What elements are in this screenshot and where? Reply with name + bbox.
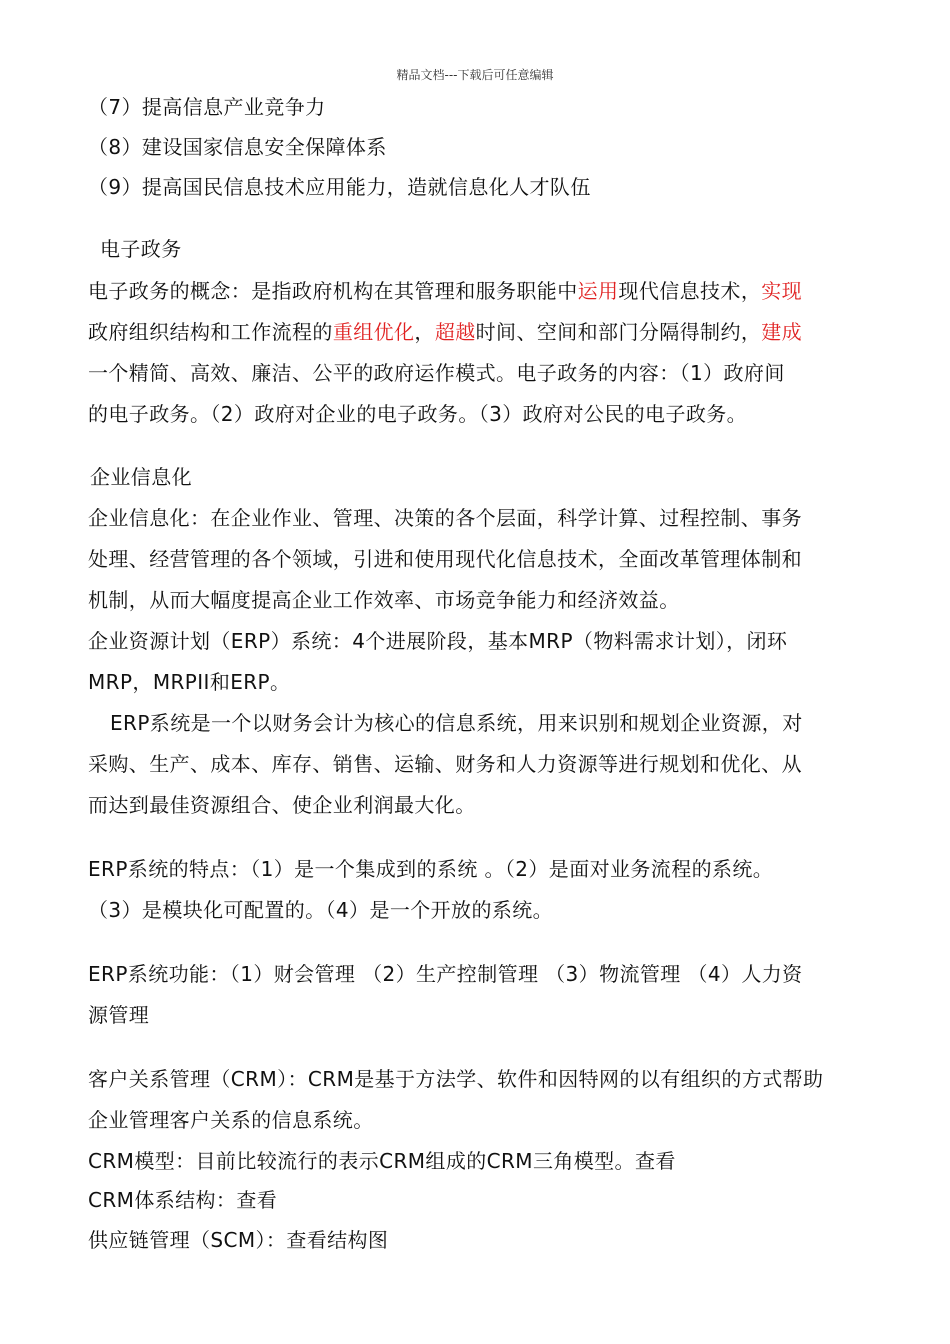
section-heading-enterprise: 企业信息化: [90, 465, 192, 489]
text-run: 电子政务的概念：是指政府机构在其管理和服务职能中: [88, 279, 578, 303]
erp-line-4: 采购、生产、成本、库存、销售、运输、财务和人力资源等进行规划和优化、从: [88, 752, 802, 776]
erp-line-5: 而达到最佳资源组合、使企业利润最大化。: [88, 793, 476, 817]
scm-line: 供应链管理（SCM）：查看结构图: [88, 1228, 389, 1252]
highlight-text: 运用: [577, 279, 619, 303]
erp-features-line-2: （3）是模块化可配置的。（4）是一个开放的系统。: [88, 898, 554, 922]
enterprise-line-2: 处理、经营管理的各个领域，引进和使用现代化信息技术，全面改革管理体制和: [88, 547, 802, 571]
highlight-text: 重组优化: [332, 320, 415, 344]
erp-line-1: 企业资源计划（ERP）系统：4个进展阶段，基本MRP（物料需求计划），闭环: [88, 629, 788, 653]
text-run: 时间、空间和部门分隔得制约，: [475, 320, 762, 344]
text-run: 现代信息技术，: [618, 279, 762, 303]
highlight-text: 实现: [761, 279, 803, 303]
enterprise-line-3: 机制，从而大幅度提高企业工作效率、市场竞争能力和经济效益。: [88, 588, 680, 612]
highlight-text: 超越: [434, 320, 476, 344]
text-run: 政府组织结构和工作流程的: [88, 320, 333, 344]
erp-functions-line-2: 源管理: [88, 1003, 150, 1027]
highlight-text: 建成: [761, 320, 803, 344]
egov-paragraph-line-1: [88, 278, 888, 304]
erp-line-3: ERP系统是一个以财务会计为核心的信息系统，用来识别和规划企业资源，对: [110, 711, 803, 735]
crm-line-1: 客户关系管理（CRM）：CRM是基于方法学、软件和因特网的以有组织的方式帮助: [88, 1067, 824, 1091]
egov-paragraph-line-4: 的电子政务。（2）政府对企业的电子政务。（3）政府对公民的电子政务。: [88, 402, 748, 426]
erp-line-2: MRP，MRPII和ERP。: [88, 670, 291, 694]
list-item-7: （7）提高信息产业竞争力: [88, 95, 326, 119]
text-run: ，: [414, 320, 435, 344]
list-item-8: （8）建设国家信息安全保障体系: [88, 135, 387, 159]
crm-architecture-line: CRM体系结构：查看: [88, 1188, 278, 1212]
page-header-watermark: 精品文档---下载后可任意编辑: [396, 68, 554, 82]
list-item-9: （9）提高国民信息技术应用能力，造就信息化人才队伍: [88, 175, 591, 199]
egov-paragraph-line-3: 一个精简、高效、廉洁、公平的政府运作模式。电子政务的内容：（1）政府间: [88, 361, 785, 385]
erp-features-line-1: ERP系统的特点：（1）是一个集成到的系统 。（2）是面对业务流程的系统。: [88, 857, 774, 881]
erp-functions-line-1: ERP系统功能：（1）财会管理 （2）生产控制管理 （3）物流管理 （4）人力资: [88, 962, 803, 986]
egov-paragraph-line-2: [88, 319, 888, 345]
section-heading-egov: 电子政务: [100, 237, 182, 261]
crm-model-line: CRM模型：目前比较流行的表示CRM组成的CRM三角模型。查看: [88, 1149, 676, 1173]
crm-line-2: 企业管理客户关系的信息系统。: [88, 1108, 374, 1132]
enterprise-line-1: 企业信息化：在企业作业、管理、决策的各个层面，科学计算、过程控制、事务: [88, 506, 802, 530]
